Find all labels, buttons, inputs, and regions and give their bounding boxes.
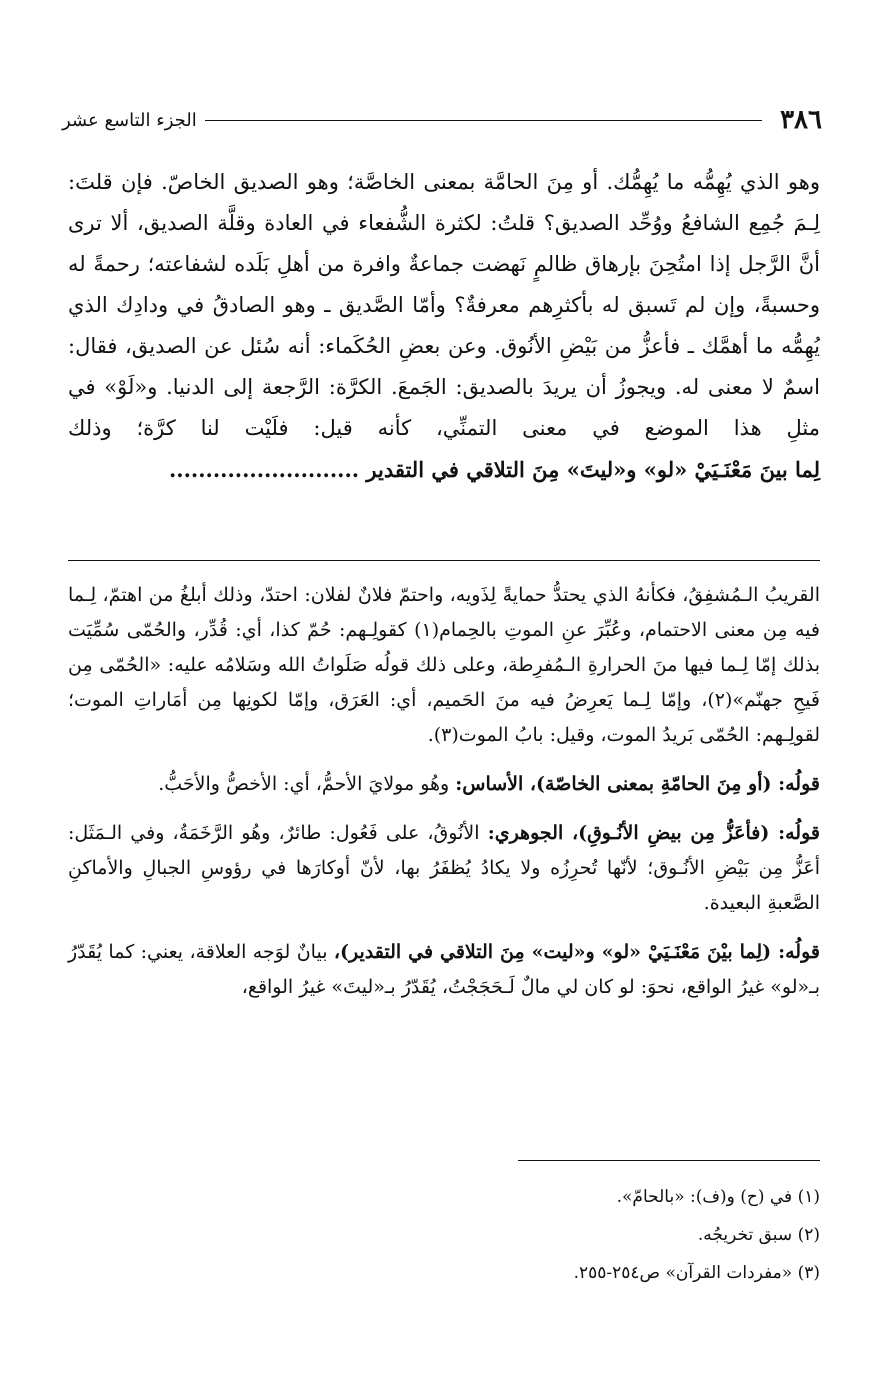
footnote-divider (518, 1160, 820, 1161)
commentary (68, 578, 820, 1019)
footnote-2: (٢) سبق تخريجُه. (697, 1225, 820, 1245)
commentary-2-label: قولُه: (أو مِنَ الحامّةِ بمعنى الخاصّة)، الأساس: (455, 773, 820, 795)
commentary-paragraph-4 (68, 935, 820, 1005)
main-text-body: وهو الذي يُهِمُّه ما يُهِمُّك. أو مِنَ الحامَّة بمعنى الخاصَّة؛ وهو الصديق الخاصّ. فإن قلتَ: لِـمَ جُمِع الشافعُ ووُحِّد الصديق؟ قلتُ: لكثرة الشُّفعاء في العادة وقلَّة الصديق، ألا ترى أنَّ الرَّجل إذا امتُحِنَ بإرهاق ظالمٍ نَهضت جماعةٌ وافرة من أهلِ بَلَده لشفاعته؛ رحمةً له وحسبةً، وإن لم تَسبق له بأكثرِهم معرفةٌ؟ وأمّا الصَّديق ـ وهو الصادقُ في ودادِك الذي يُهِمُّه ما أهمَّك ـ فأعزُّ من بَيْضِ الأنُوق. وعن بعضِ الحُكَماء: أنه سُئل عن الصديق، فقال: اسمٌ لا معنى له. ويجوزُ أن يريدَ بالصديق: الجَمعَ. الكرَّة: الرَّجعة إلى الدنيا. و«لَوْ» في مثلِ هذا الموضع في معنى التمنِّي، كأنه قيل: فلَيْت لنا كرَّة؛ وذلك (68, 170, 820, 440)
commentary-3-text: الأنُوقُ، على فَعُول: طائرٌ، وهُو الرَّخَمَةُ، وفي الـمَثَل: أعَزُّ مِن بَيْضِ الأنُـوق؛ لأنّها تُحرِزُه ولا يكادُ يُظفَرُ بها، لأنّ أوكارَها في رؤوسِ الجبالِ والأماكنِ الصَّعبةِ البعيدة. (68, 822, 820, 914)
commentary-paragraph-3 (68, 816, 820, 921)
commentary-divider (68, 560, 820, 561)
commentary-4-label: قولُه: (لِما بيْنَ مَعْنَـيَيْ «لو» و«ليت» مِنَ التلاقي في التقدير)، (333, 941, 820, 963)
footnote-3: (٣) «مفردات القرآن» ص٢٥٤-٢٥٥. (573, 1263, 820, 1283)
commentary-paragraph-2 (68, 767, 820, 802)
commentary-4-text: بيانٌ لوَجه العلاقة، يعني: كما يُقَدّرُ بـ«لو» غيرُ الواقع، نحوَ: لو كان لي مالٌ لَـحَجَجْتُ، يُقَدّرُ بـ«ليتَ» غيرُ الواقع، (68, 941, 820, 998)
page-number: ٣٨٦ (780, 105, 822, 135)
main-text (68, 162, 820, 490)
footnotes (68, 1178, 820, 1292)
main-text-last-line: لِما بينَ مَعْنَـيَيْ «لو» و«ليتَ» مِنَ التلاقي في التقدير .......................... (168, 457, 820, 482)
commentary-3-label: قولُه: (فأعَزُّ مِن بيضِ الأنُـوقِ)، الجوهري: (487, 822, 820, 844)
page-header (62, 100, 822, 140)
running-title: الجزء التاسع عشر (62, 109, 197, 131)
header-rule (205, 120, 762, 121)
commentary-2-text: وهُو مولايَ الأحمُّ، أي: الأخصُّ والأحَبُّ. (158, 773, 450, 795)
commentary-paragraph-1: القريبُ الـمُشفِقُ، فكأنهُ الذي يحتدُّ حمايةً لِذَويه، واحتمّ فلانٌ لفلان: احتدّ، وذلك أبلغُ من اهتمّ، لِـما فيه مِن معنى الاحتمام، وعُبِّرَ عنِ الموتِ بالحِمام(١) كقولِـهم: حُمّ كذا، أي: قُدِّر، والحُمّى سُمِّيَت بذلك إمّا لِـما فيها منَ الحرارةِ الـمُفرِطة، وعلى ذلك قولُه صَلَواتُ الله وسَلامُه عليه: «الحُمّى مِن فَيحِ جهنّم»(٢)، وإمّا لِـما يَعرِضُ فيه منَ الحَميم، أي: العَرَق، وإمّا لكونِها مِن أمَاراتِ الموت؛ لقولِـهم: الحُمّى بَريدُ الموت، وقيل: بابُ الموت(٣). (68, 584, 820, 746)
footnote-1: (١) في (ح) و(ف): «بالحامّ». (616, 1187, 820, 1207)
